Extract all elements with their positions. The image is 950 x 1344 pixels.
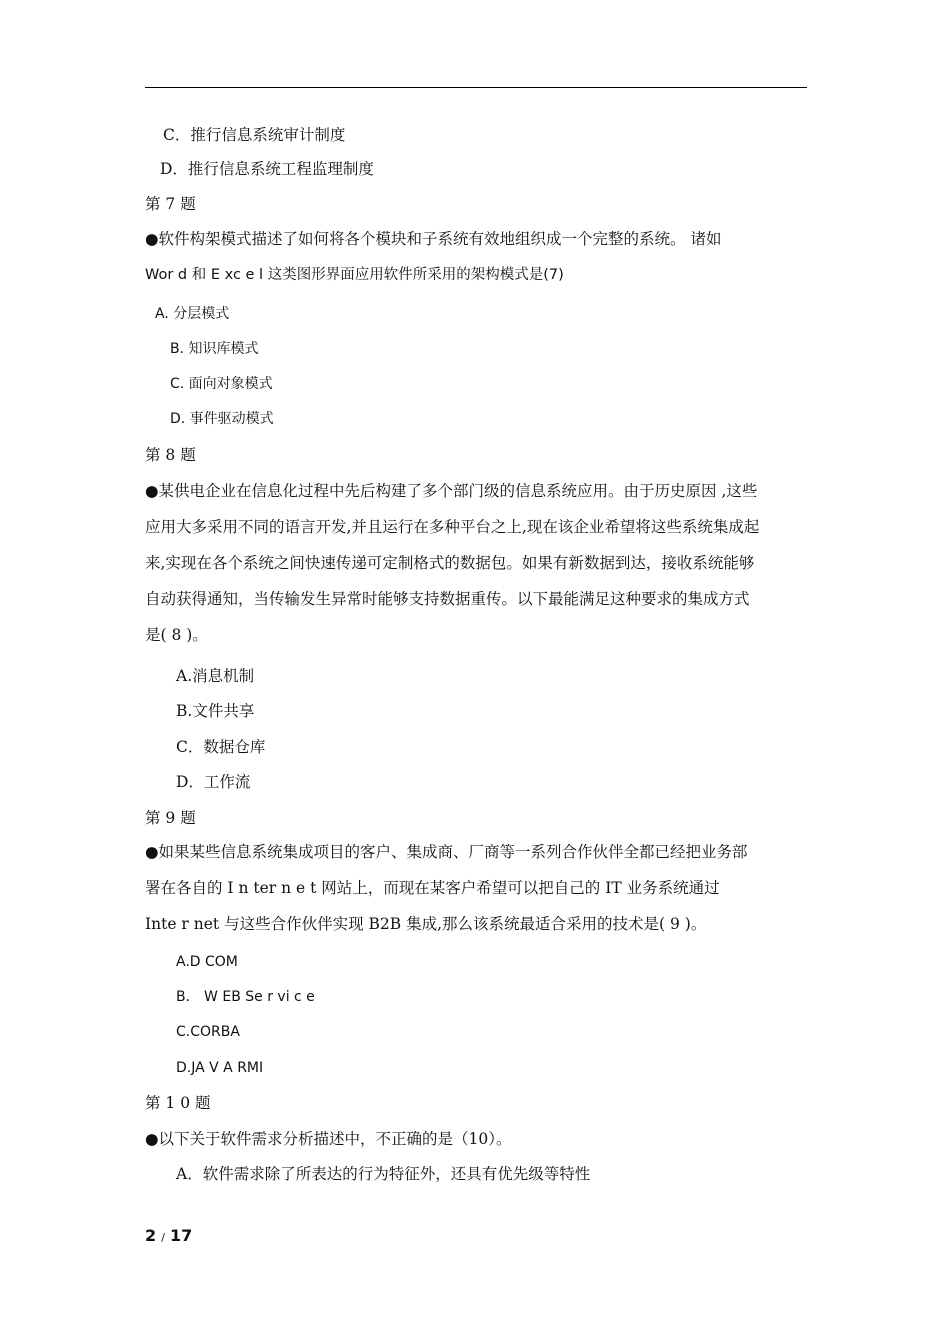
q9-option-a: A.D COM <box>176 954 238 970</box>
q6-option-d: D．推行信息系统工程监理制度 <box>160 160 374 178</box>
q8-option-c: C．数据仓库 <box>176 738 266 756</box>
q9-option-d: D.JA V A RMI <box>176 1060 264 1076</box>
q7-option-d: D. 事件驱动模式 <box>170 411 274 427</box>
q8-stem-line: 是( 8 )。 <box>145 626 208 644</box>
q7-option-c: C. 面向对象模式 <box>170 376 273 392</box>
q10-heading: 第 1 0 题 <box>145 1094 211 1112</box>
q8-option-d: D．工作流 <box>176 773 251 791</box>
q9-stem <box>145 834 807 942</box>
q9-option-c: C.CORBA <box>176 1024 240 1040</box>
page-current: 2 <box>145 1226 157 1245</box>
q8-option-a: A.消息机制 <box>176 667 255 685</box>
q7-stem-line: Wor d 和 E xc e l 这类图形界面应用软件所采用的架构模式是(7) <box>145 267 564 283</box>
q9-stem-line: Inte r net 与这些合作伙伴实现 B2B 集成,那么该系统最适合采用的技术是( 9 )。 <box>145 915 707 933</box>
q8-option-b: B.文件共享 <box>176 702 255 720</box>
q8-stem-line: 自动获得通知，当传输发生异常时能够支持数据重传。以下最能满足这种要求的集成方式 <box>145 590 750 608</box>
q6-option-c: C．推行信息系统审计制度 <box>163 126 346 144</box>
page-total: 17 <box>170 1226 193 1245</box>
page-number <box>145 1226 192 1245</box>
q7-heading: 第 7 题 <box>145 195 196 213</box>
q9-stem-line: 署在各自的 I n ter n e t 网站上，而现在某客户希望可以把自己的 IT 业务系统通过 <box>145 879 720 897</box>
q9-heading: 第 9 题 <box>145 809 196 827</box>
q8-heading: 第 8 题 <box>145 446 196 464</box>
q8-stem-line: ●某供电企业在信息化过程中先后构建了多个部门级的信息系统应用。由于历史原因 ,这些 <box>145 482 758 500</box>
q8-stem-line: 来,实现在各个系统之间快速传递可定制格式的数据包。如果有新数据到达，接收系统能够 <box>145 554 755 572</box>
q7-stem <box>145 221 807 293</box>
q7-option-b: B. 知识库模式 <box>170 341 259 357</box>
q10-stem: ●以下关于软件需求分析描述中，不正确的是（10）。 <box>145 1130 512 1148</box>
q7-stem-line: ●软件构架模式描述了如何将各个模块和子系统有效地组织成一个完整的系统。 诸如 <box>145 230 722 248</box>
q8-stem-line: 应用大多采用不同的语言开发,并且运行在多种平台之上,现在该企业希望将这些系统集成起 <box>145 518 760 536</box>
q8-stem <box>145 473 807 653</box>
q10-option-a: A．软件需求除了所表达的行为特征外，还具有优先级等特性 <box>176 1165 591 1183</box>
q9-option-b: B． W EB Se r vi c e <box>176 989 315 1005</box>
page-separator: / <box>161 1231 165 1244</box>
q9-stem-line: ●如果某些信息系统集成项目的客户、集成商、厂商等一系列合作伙伴全都已经把业务部 <box>145 843 748 861</box>
q7-option-a: A. 分层模式 <box>155 306 230 322</box>
header-rule <box>145 87 807 88</box>
